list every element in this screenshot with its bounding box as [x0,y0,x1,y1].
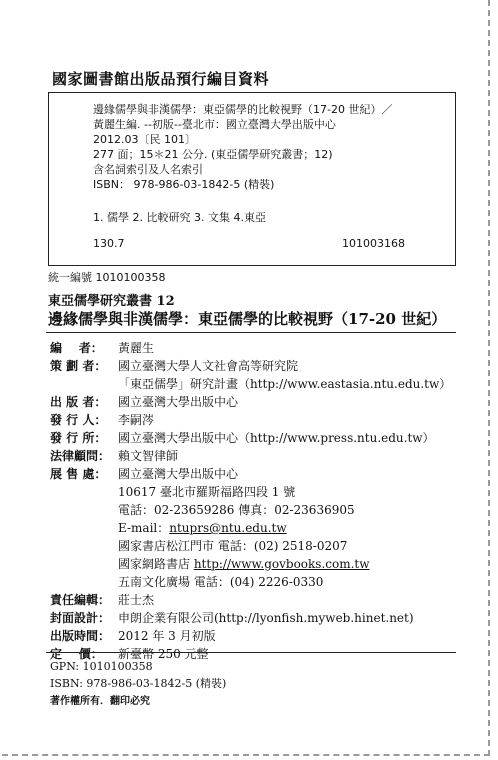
email-label: E-mail： [118,521,170,535]
date-label: 出版時間： [50,629,111,643]
issuer-label: 發 行 人： [50,413,107,427]
isbn: ISBN: 978-986-03-1842-5 (精裝) [50,677,227,690]
issuer-value: 李嗣涔 [118,413,155,427]
editor-label: 編 者： [50,341,103,355]
legal-value: 賴文智律師 [118,449,179,463]
book-title: 邊緣儒學與非漢儒學：東亞儒學的比較視野（17-20 世紀） [48,310,447,328]
publisher-label: 出 版 者： [50,395,107,409]
sales-phone: 電話：02-23659286 傳真：02-23636905 [118,503,355,517]
cip-record-lines [93,102,392,192]
store-online-link[interactable]: http://www.govbooks.com.tw [193,557,370,571]
store-wunan: 五南文化廣場 電話：(04) 2226-0330 [118,575,324,589]
legal-label: 法律顧問： [50,449,111,463]
unified-number: 統一編號 1010100358 [48,271,166,284]
cip-heading: 國家圖書館出版品預行編目資料 [52,70,270,88]
cip-line-index: 含名詞索引及人名索引 [93,163,203,176]
distributor-value: 國立臺灣大學出版中心（http://www.press.ntu.edu.tw） [118,431,435,445]
cip-line-title: 邊緣儒學與非漢儒學：東亞儒學的比較視野（17-20 世紀）／ [93,103,393,116]
price-label: 定 價： [50,647,103,661]
cover-value: 申朗企業有限公司(http://lyonfish.myweb.hinet.net) [118,611,414,625]
cip-subjects: 1. 儒學 2. 比較研究 3. 文集 4.東亞 [93,211,266,224]
series-name: 東亞儒學研究叢書 12 [48,294,175,309]
sales-address: 10617 臺北市羅斯福路四段 1 號 [118,485,296,499]
email-link[interactable]: ntuprs@ntu.edu.tw [169,521,287,535]
exec-editor-value: 莊士杰 [118,593,155,607]
sales-value: 國立臺灣大學出版中心 [118,467,239,481]
store-online [118,555,370,572]
planner-project: 「東亞儒學」研究計畫（http://www.eastasia.ntu.edu.tw） [118,377,452,391]
date-value: 2012 年 3 月初版 [118,629,216,643]
planner-value: 國立臺灣大學人文社會高等研究院 [118,359,299,373]
exec-editor-label: 責任編輯： [50,593,111,607]
distributor-label: 發 行 所： [50,431,107,445]
sales-label: 展 售 處： [50,467,107,481]
divider-top [46,332,456,333]
sales-email [118,519,287,536]
store-online-name: 國家網路書店 [118,557,194,571]
cip-line-author: 黃麗生編. --初版--臺北市：國立臺灣大學出版中心 [93,118,336,131]
publisher-value: 國立臺灣大學出版中心 [118,395,239,409]
cip-class-number: 130.7 [93,237,125,250]
editor-value: 黃麗生 [118,341,155,355]
cip-line-date: 2012.03〔民 101〕 [93,133,196,146]
cip-record-number: 101003168 [342,237,405,250]
planner-label: 策 劃 者： [50,359,107,373]
cover-label: 封面設計： [50,611,111,625]
gpn: GPN: 1010100358 [50,660,153,673]
cip-line-isbn: ISBN： 978-986-03-1842-5 (精裝) [93,178,275,191]
store-songjiang: 國家書店松江門市 電話：(02) 2518-0207 [118,539,348,553]
cip-line-pages: 277 面；15＊21 公分. (東亞儒學研究叢書；12) [93,148,333,161]
copyright-notice: 著作權所有．翻印必究 [50,696,150,707]
price-value: 新臺幣 250 元整 [118,647,209,661]
divider-bottom [46,652,456,653]
